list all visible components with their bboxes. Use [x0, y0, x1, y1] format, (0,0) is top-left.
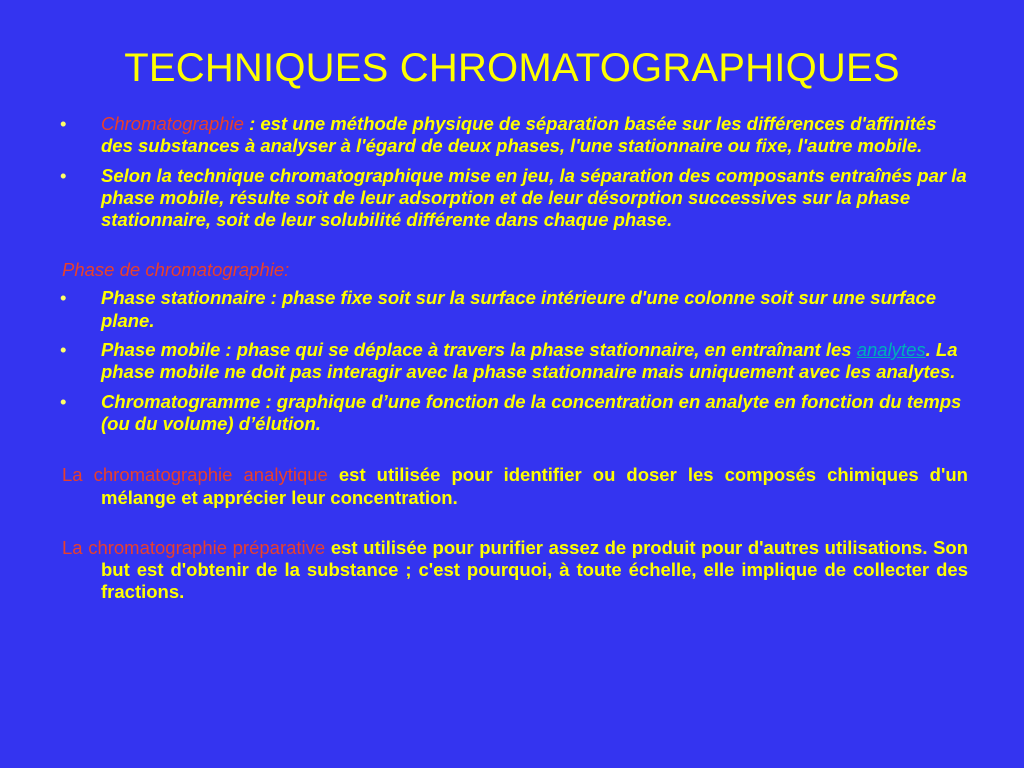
- mobile-phase-text-after: . La phase mobile ne doit pas interagir avec la phase stationnaire mais uniquement avec les analytes.: [101, 339, 958, 383]
- paragraph-analytical: [62, 464, 968, 509]
- bullet-definition: [62, 113, 968, 158]
- stationary-phase-text: Phase stationnaire : phase fixe soit sur la surface intérieure d'une colonne soit sur une surface plane.: [101, 287, 937, 331]
- paragraph-preparative: [62, 537, 968, 604]
- bullet-icon: •: [60, 390, 67, 412]
- mobile-phase-text-before: Phase mobile : phase qui se déplace à travers la phase stationnaire, en entraînant les: [101, 339, 857, 361]
- bullet-icon: •: [60, 339, 67, 361]
- bullet-stationary-phase: [62, 287, 968, 332]
- bullet-separation: [62, 165, 968, 232]
- bullet-chromatogram: [62, 391, 968, 436]
- preparative-text: est utilisée pour purifier assez de produit pour d'autres utilisations. Son but est d'obtenir de la substance ; c'est pourquoi, à toute échelle, elle implique de collecter des fractions.: [101, 536, 969, 603]
- bullet-icon: •: [60, 164, 67, 186]
- chromatogram-text: Chromatogramme : graphique d’une fonction de la concentration en analyte en fonction du temps (ou du volume) d’élution.: [101, 390, 962, 434]
- separation-text: Selon la technique chromatographique mise en jeu, la séparation des composants entraînés par la phase mobile, résulte soit de leur adsorption et de leur désorption successives sur la phase stationnaire, soit de leur solubilité différente dans chaque phase.: [101, 164, 967, 231]
- analytical-text: est utilisée pour identifier ou doser les composés chimiques d'un mélange et apprécier leur concentration.: [101, 464, 968, 508]
- bullet-icon: •: [60, 113, 67, 134]
- term-analytical: La chromatographie analytique: [62, 464, 328, 486]
- definition-text: : est une méthode physique de séparation basée sur les différences d'affinités des substances à analyser à l'égard de deux phases, l'une stationnaire ou fixe, l'autre mobile.: [101, 113, 937, 157]
- bullet-icon: •: [60, 287, 67, 309]
- bullet-mobile-phase: [62, 339, 968, 384]
- term-chromatographie: Chromatographie: [101, 113, 244, 134]
- slide-title: TECHNIQUES CHROMATOGRAPHIQUES: [124, 46, 900, 90]
- slide-content: [62, 113, 968, 604]
- phases-heading: Phase de chromatographie:: [62, 259, 290, 281]
- analytes-link[interactable]: analytes: [856, 339, 926, 361]
- term-preparative: La chromatographie préparative: [62, 536, 326, 558]
